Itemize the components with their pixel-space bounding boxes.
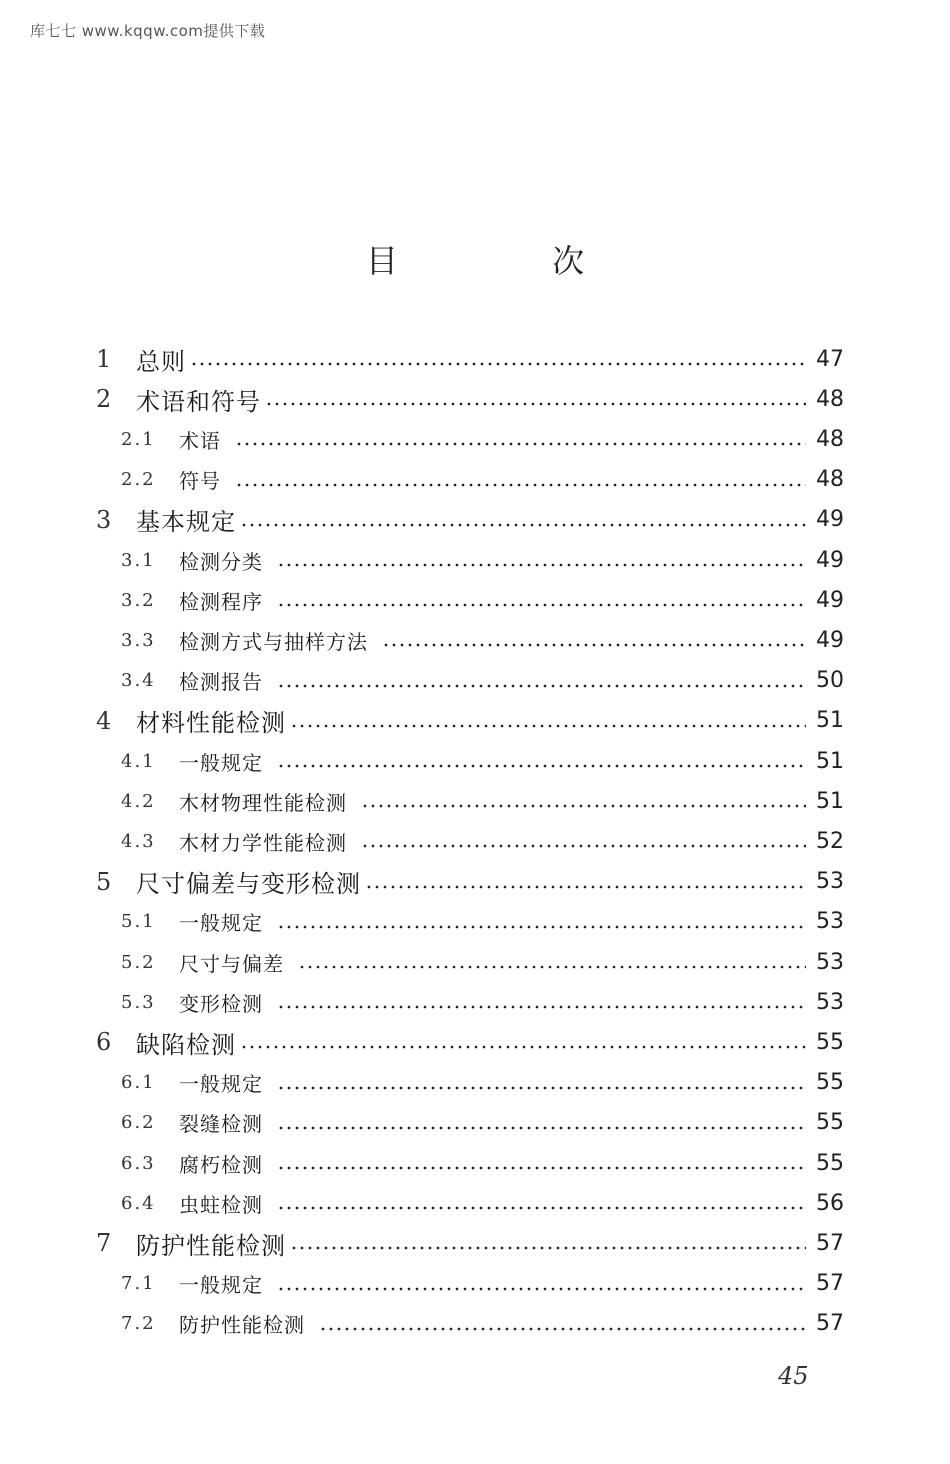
toc-entry-number: 2.1 — [121, 428, 156, 450]
toc-entry-page: 51 — [816, 748, 844, 774]
toc-entry-number: 2.2 — [121, 469, 156, 491]
toc-entry-label: 尺寸偏差与变形检测 — [136, 870, 361, 899]
dot-leader — [277, 1206, 806, 1210]
toc-entry-number: 6.2 — [121, 1112, 156, 1134]
dot-leader — [190, 362, 806, 366]
dot-leader — [290, 724, 806, 728]
toc-entry-number: 6 — [96, 1028, 112, 1057]
toc-entry-label: 虫蛀检测 — [179, 1192, 263, 1217]
dot-leader — [240, 523, 806, 527]
page-number: 45 — [778, 1362, 809, 1390]
toc-entry-label: 基本规定 — [136, 508, 236, 537]
toc-entry-number: 5.3 — [121, 991, 156, 1013]
toc-section-entry — [121, 1103, 844, 1143]
toc-entry-number: 3.1 — [121, 549, 156, 571]
dot-leader — [361, 804, 806, 808]
dot-leader — [277, 684, 806, 688]
toc-entry-label: 防护性能检测 — [179, 1313, 305, 1338]
toc-entry-number: 3 — [96, 505, 112, 534]
toc-entry-label: 检测报告 — [179, 670, 263, 695]
toc-entry-number: 3.4 — [121, 670, 156, 692]
toc-entry-label: 术语 — [179, 428, 221, 453]
dot-leader — [361, 844, 806, 848]
toc-entry-number: 6.3 — [121, 1152, 156, 1174]
dot-leader — [277, 925, 806, 929]
toc-entry-number: 6.4 — [121, 1192, 156, 1214]
toc-entry-label: 一般规定 — [179, 750, 263, 775]
toc-chapter-entry — [96, 701, 844, 741]
toc-entry-label: 符号 — [179, 469, 221, 494]
toc-entry-page: 53 — [816, 909, 844, 935]
toc-entry-label: 防护性能检测 — [136, 1231, 286, 1260]
toc-entry-label: 裂缝检测 — [179, 1112, 263, 1137]
dot-leader — [277, 1126, 806, 1130]
toc-entry-page: 52 — [816, 828, 844, 854]
toc-entry-page: 51 — [816, 708, 844, 734]
toc-section-entry — [121, 580, 844, 620]
toc-entry-page: 53 — [816, 869, 844, 895]
toc-section-entry — [121, 982, 844, 1022]
toc-entry-label: 术语和符号 — [136, 387, 261, 416]
toc-entry-page: 51 — [816, 788, 844, 814]
toc-entry-page: 55 — [816, 1070, 844, 1096]
toc-entry-page: 53 — [816, 949, 844, 975]
dot-leader — [277, 764, 806, 768]
dot-leader — [235, 442, 806, 446]
toc-entry-number: 7 — [96, 1229, 112, 1258]
toc-section-entry — [121, 1304, 844, 1344]
dot-leader — [277, 563, 806, 567]
toc-entry-page: 49 — [816, 587, 844, 613]
toc-entry-label: 检测分类 — [179, 549, 263, 574]
toc-entry-page: 57 — [816, 1230, 844, 1256]
toc-entry-page: 57 — [816, 1271, 844, 1297]
toc-entry-label: 总则 — [136, 347, 186, 376]
dot-leader — [265, 402, 806, 406]
toc-entry-number: 4.3 — [121, 830, 156, 852]
dot-leader — [382, 643, 806, 647]
toc-entry-page: 48 — [816, 386, 844, 412]
toc-entry-label: 木材物理性能检测 — [179, 790, 347, 815]
toc-section-entry — [121, 460, 844, 500]
dot-leader — [365, 885, 806, 889]
dot-leader — [277, 1005, 806, 1009]
dot-leader — [277, 603, 806, 607]
toc-entry-label: 木材力学性能检测 — [179, 830, 347, 855]
page-title: 目 次 — [365, 242, 657, 280]
toc-entry-number: 7.1 — [121, 1273, 156, 1295]
dot-leader — [319, 1327, 806, 1331]
dot-leader — [235, 483, 806, 487]
toc-entry-number: 5.1 — [121, 911, 156, 933]
toc-chapter-entry — [96, 500, 844, 540]
dot-leader — [277, 1086, 806, 1090]
toc-entry-page: 49 — [816, 507, 844, 533]
toc-entry-page: 49 — [816, 627, 844, 653]
toc-section-entry — [121, 1063, 844, 1103]
toc-section-entry — [121, 419, 844, 459]
toc-entry-label: 检测方式与抽样方法 — [179, 629, 368, 654]
toc-entry-number: 3.3 — [121, 629, 156, 651]
toc-section-entry — [121, 540, 844, 580]
toc-entry-number: 2 — [96, 385, 112, 414]
toc-entry-number: 3.2 — [121, 589, 156, 611]
toc-section-entry — [121, 1143, 844, 1183]
toc-entry-number: 7.2 — [121, 1313, 156, 1335]
toc-section-entry — [121, 1264, 844, 1304]
dot-leader — [277, 1287, 806, 1291]
toc-entry-number: 4.1 — [121, 750, 156, 772]
toc-entry-page: 55 — [816, 1110, 844, 1136]
toc-entry-page: 49 — [816, 547, 844, 573]
toc-entry-label: 检测程序 — [179, 589, 263, 614]
toc-entry-label: 一般规定 — [179, 1072, 263, 1097]
toc-entry-number: 5 — [96, 867, 112, 896]
toc-entry-label: 腐朽检测 — [179, 1152, 263, 1177]
toc-section-entry — [121, 1183, 844, 1223]
toc-entry-label: 一般规定 — [179, 911, 263, 936]
toc-chapter-entry — [96, 862, 844, 902]
toc-section-entry — [121, 821, 844, 861]
toc-chapter-entry — [96, 339, 844, 379]
watermark-text: 库七七 www.kqqw.com提供下载 — [30, 22, 266, 40]
toc-section-entry — [121, 781, 844, 821]
toc-entry-page: 48 — [816, 426, 844, 452]
dot-leader — [298, 965, 806, 969]
dot-leader — [240, 1045, 806, 1049]
toc-entry-number: 5.2 — [121, 951, 156, 973]
dot-leader — [290, 1246, 806, 1250]
toc-section-entry — [121, 661, 844, 701]
toc-entry-label: 材料性能检测 — [136, 709, 286, 738]
toc-entry-page: 55 — [816, 1150, 844, 1176]
toc-section-entry — [121, 942, 844, 982]
toc-entry-page: 48 — [816, 467, 844, 493]
toc-entry-number: 1 — [96, 345, 112, 373]
toc-entry-page: 57 — [816, 1311, 844, 1337]
toc-chapter-entry — [96, 1223, 844, 1263]
toc-entry-page: 56 — [816, 1190, 844, 1216]
toc-entry-label: 变形检测 — [179, 991, 263, 1016]
toc-entry-label: 缺陷检测 — [136, 1030, 236, 1059]
toc-chapter-entry — [96, 1022, 844, 1062]
toc-entry-page: 53 — [816, 989, 844, 1015]
toc-entry-page: 55 — [816, 1029, 844, 1055]
toc-entry-label: 尺寸与偏差 — [179, 951, 284, 976]
toc-section-entry — [121, 741, 844, 781]
toc-section-entry — [121, 902, 844, 942]
toc-entry-number: 4.2 — [121, 790, 156, 812]
toc-entry-number: 6.1 — [121, 1072, 156, 1094]
toc-chapter-entry — [96, 379, 844, 419]
toc-entry-page: 47 — [816, 346, 844, 372]
toc-entry-page: 50 — [816, 668, 844, 694]
dot-leader — [277, 1166, 806, 1170]
toc-entry-label: 一般规定 — [179, 1273, 263, 1298]
toc-entry-number: 4 — [96, 706, 112, 735]
toc-section-entry — [121, 620, 844, 660]
